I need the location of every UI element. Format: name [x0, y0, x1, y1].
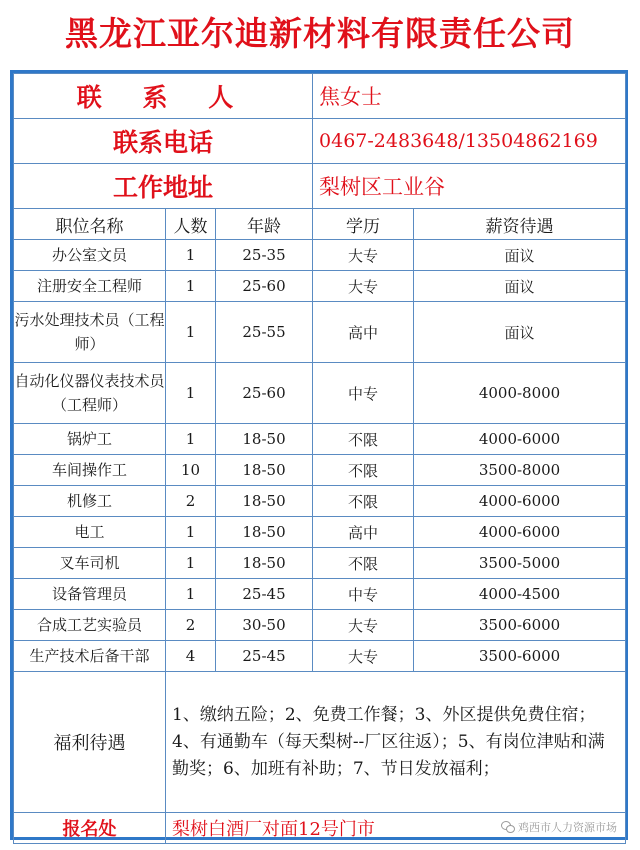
position-education: 高中 [313, 302, 414, 363]
position-education: 不限 [313, 424, 414, 455]
wechat-icon [501, 821, 515, 833]
position-age: 18-50 [216, 455, 313, 486]
company-title: 黑龙江亚尔迪新材料有限责任公司 [65, 14, 575, 53]
position-salary: 3500-6000 [414, 610, 626, 641]
position-education: 高中 [313, 517, 414, 548]
registration-label: 报名处 [14, 813, 166, 844]
position-salary: 4000-8000 [414, 363, 626, 424]
table-row [14, 548, 626, 579]
position-name: 办公室文员 [14, 240, 166, 271]
benefits-text: 1、缴纳五险；2、免费工作餐；3、外区提供免费住宿；4、有通勤车（每天梨树--厂区往返）；5、有岗位津贴和满勤奖；6、加班有补助；7、节日发放福利； [166, 672, 626, 813]
position-name: 车间操作工 [14, 455, 166, 486]
position-salary: 4000-6000 [414, 486, 626, 517]
table-row [14, 363, 626, 424]
position-education: 中专 [313, 579, 414, 610]
work-address-value: 梨树区工业谷 [313, 164, 626, 209]
position-salary: 3500-6000 [414, 641, 626, 672]
table-row [14, 579, 626, 610]
position-salary: 面议 [414, 271, 626, 302]
contact-person-row [14, 74, 626, 119]
position-count: 10 [166, 455, 216, 486]
position-age: 18-50 [216, 486, 313, 517]
contact-person-label: 联 系 人 [14, 74, 313, 119]
header-position: 职位名称 [14, 209, 166, 240]
position-education: 中专 [313, 363, 414, 424]
position-name: 合成工艺实验员 [14, 610, 166, 641]
position-name: 自动化仪器仪表技术员（工程师） [14, 363, 166, 424]
position-education: 不限 [313, 486, 414, 517]
contact-phone-row [14, 119, 626, 164]
position-count: 1 [166, 517, 216, 548]
position-name: 注册安全工程师 [14, 271, 166, 302]
position-age: 18-50 [216, 424, 313, 455]
position-age: 25-35 [216, 240, 313, 271]
position-salary: 面议 [414, 240, 626, 271]
table-header-row [14, 209, 626, 240]
table-row [14, 424, 626, 455]
registration-address: 梨树白酒厂对面12号门市 [172, 819, 375, 840]
position-count: 1 [166, 363, 216, 424]
position-count: 1 [166, 302, 216, 363]
header-salary: 薪资待遇 [414, 209, 626, 240]
watermark [501, 819, 617, 835]
table-row [14, 271, 626, 302]
position-count: 1 [166, 548, 216, 579]
table-row [14, 486, 626, 517]
contact-phone-value: 0467-2483648/13504862169 [313, 119, 626, 164]
header-age: 年龄 [216, 209, 313, 240]
position-age: 18-50 [216, 517, 313, 548]
benefits-row [14, 672, 626, 813]
position-name: 锅炉工 [14, 424, 166, 455]
position-name: 污水处理技术员（工程师） [14, 302, 166, 363]
table-row [14, 240, 626, 271]
header-count: 人数 [166, 209, 216, 240]
position-age: 25-60 [216, 363, 313, 424]
position-name: 机修工 [14, 486, 166, 517]
position-education: 大专 [313, 610, 414, 641]
position-salary: 3500-8000 [414, 455, 626, 486]
position-age: 25-45 [216, 579, 313, 610]
table-row [14, 455, 626, 486]
position-age: 25-45 [216, 641, 313, 672]
position-education: 大专 [313, 240, 414, 271]
benefits-label: 福利待遇 [14, 672, 166, 813]
position-education: 大专 [313, 641, 414, 672]
header-education: 学历 [313, 209, 414, 240]
work-address-row [14, 164, 626, 209]
table-row [14, 610, 626, 641]
position-salary: 面议 [414, 302, 626, 363]
position-count: 4 [166, 641, 216, 672]
position-count: 1 [166, 579, 216, 610]
position-count: 2 [166, 486, 216, 517]
watermark-text: 鸡西市人力资源市场 [518, 821, 618, 834]
registration-cell [166, 813, 626, 844]
registration-row [14, 813, 626, 844]
position-age: 25-60 [216, 271, 313, 302]
table-row [14, 641, 626, 672]
position-education: 不限 [313, 455, 414, 486]
position-education: 不限 [313, 548, 414, 579]
position-name: 设备管理员 [14, 579, 166, 610]
position-education: 大专 [313, 271, 414, 302]
position-salary: 4000-6000 [414, 424, 626, 455]
table-row [14, 517, 626, 548]
position-name: 电工 [14, 517, 166, 548]
position-count: 1 [166, 240, 216, 271]
position-count: 1 [166, 424, 216, 455]
position-name: 叉车司机 [14, 548, 166, 579]
position-age: 25-55 [216, 302, 313, 363]
position-count: 2 [166, 610, 216, 641]
position-salary: 4000-4500 [414, 579, 626, 610]
table-row [14, 302, 626, 363]
position-salary: 4000-6000 [414, 517, 626, 548]
work-address-label: 工作地址 [14, 164, 313, 209]
contact-phone-label: 联系电话 [14, 119, 313, 164]
contact-person-value: 焦女士 [313, 74, 626, 119]
job-table [13, 73, 626, 844]
position-count: 1 [166, 271, 216, 302]
position-age: 18-50 [216, 548, 313, 579]
position-name: 生产技术后备干部 [14, 641, 166, 672]
position-age: 30-50 [216, 610, 313, 641]
position-salary: 3500-5000 [414, 548, 626, 579]
